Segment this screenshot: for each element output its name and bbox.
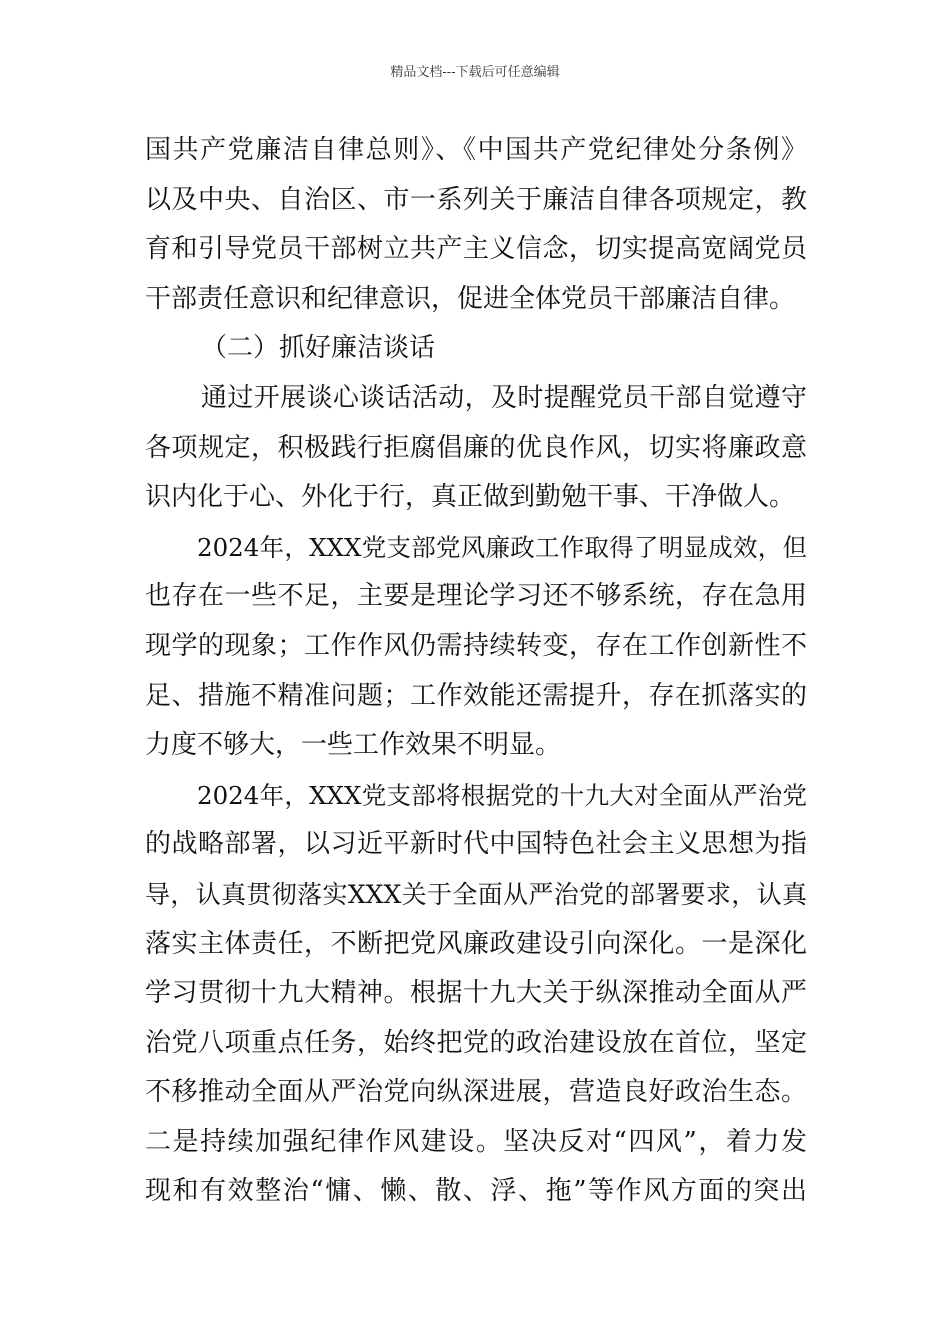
- paragraph-line: 现和有效整治“慵、懒、散、浮、拖”等作风方面的突出: [145, 1176, 807, 1207]
- paragraph-line: 通过开展谈心谈话活动，及时提醒党员干部自觉遵守: [201, 382, 807, 413]
- paragraph-line: 的战略部署，以习近平新时代中国特色社会主义思想为指: [145, 829, 807, 860]
- paragraph-line: 各项规定，积极践行拒腐倡廉的优良作风，切实将廉政意: [145, 432, 807, 463]
- paragraph-line: 导，认真贯彻落实XXX关于全面从严治党的部署要求，认真: [145, 879, 807, 909]
- section-heading: （二）抓好廉洁谈话: [201, 333, 436, 364]
- paragraph-line: 2024年，XXX党支部党风廉政工作取得了明显成效，但: [197, 532, 807, 562]
- paragraph-line: 力度不够大，一些工作效果不明显。: [145, 730, 562, 761]
- paragraph-line: 识内化于心、外化于行，真正做到勤勉干事、干净做人。: [145, 482, 796, 513]
- paragraph-line: 以及中央、自治区、市一系列关于廉洁自律各项规定，教: [145, 184, 807, 215]
- paragraph-line: 不移推动全面从严治党向纵深进展，营造良好政治生态。: [145, 1077, 807, 1108]
- page-header: 精品文档---下载后可任意编辑: [390, 65, 560, 80]
- paragraph-line: 治党八项重点任务，始终把党的政治建设放在首位，坚定: [145, 1027, 807, 1058]
- paragraph-line: 足、措施不精准问题；工作效能还需提升，存在抓落实的: [145, 680, 807, 711]
- paragraph-line: 干部责任意识和纪律意识，促进全体党员干部廉洁自律。: [145, 283, 796, 314]
- paragraph-line: 育和引导党员干部树立共产主义信念，切实提高宽阔党员: [145, 234, 807, 265]
- paragraph-line: 也存在一些不足，主要是理论学习还不够系统，存在急用: [145, 581, 807, 612]
- paragraph-line: 2024年，XXX党支部将根据党的十九大对全面从严治党: [197, 780, 807, 810]
- document-body: [145, 126, 807, 1217]
- paragraph-line: 二是持续加强纪律作风建设。坚决反对“四风”，着力发: [145, 1126, 807, 1157]
- paragraph-line: 落实主体责任，不断把党风廉政建设引向深化。一是深化: [145, 928, 807, 959]
- paragraph-line: 学习贯彻十九大精神。根据十九大关于纵深推动全面从严: [145, 978, 807, 1009]
- paragraph-line: 现学的现象；工作作风仍需持续转变，存在工作创新性不: [145, 630, 807, 661]
- paragraph-line: 国共产党廉洁自律总则》、《中国共产党纪律处分条例》: [145, 135, 807, 165]
